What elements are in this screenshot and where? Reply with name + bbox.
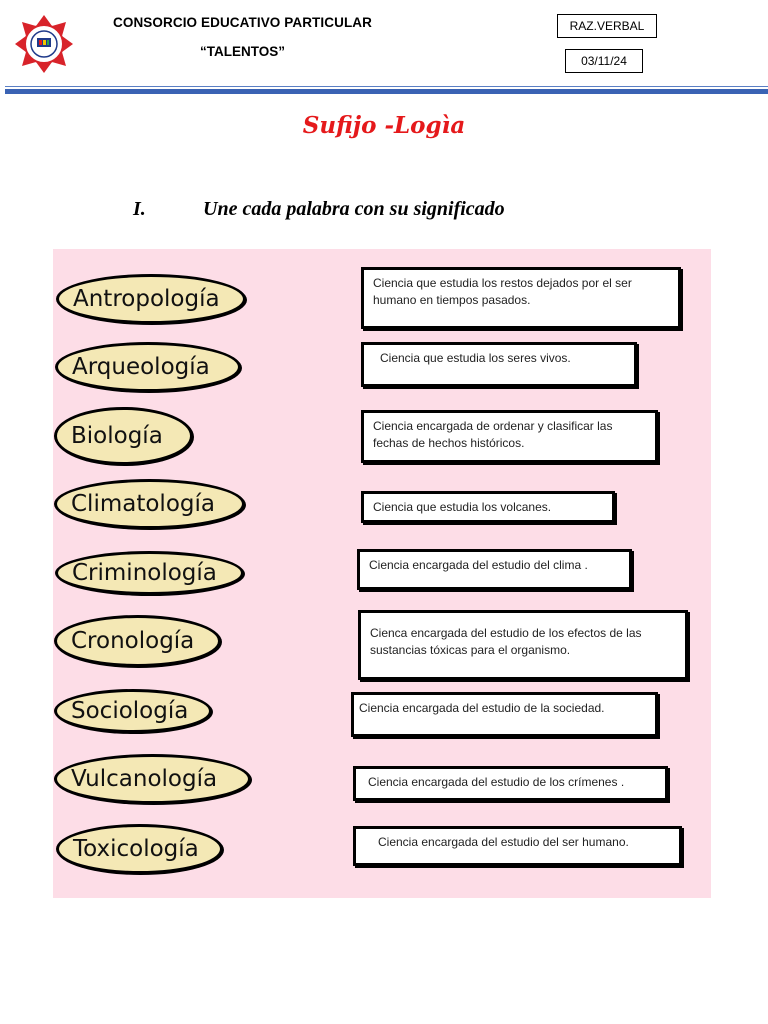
word-oval[interactable]: Sociología	[54, 689, 212, 733]
definition-box[interactable]: Ciencia que estudia los seres vivos.	[361, 342, 637, 387]
definition-box[interactable]: Ciencia que estudia los restos dejados por el ser humano en tiempos pasados.	[361, 267, 681, 329]
course-label: RAZ.VERBAL	[557, 14, 657, 38]
school-crest-icon	[14, 14, 74, 74]
section-number: I.	[133, 198, 146, 220]
header-divider	[5, 89, 768, 94]
header-divider-thin	[5, 86, 768, 87]
word-oval[interactable]: Arqueología	[55, 342, 241, 392]
word-oval[interactable]: Biología	[54, 407, 193, 465]
word-oval[interactable]: Climatología	[54, 479, 245, 529]
word-oval[interactable]: Antropología	[56, 274, 246, 324]
definition-box[interactable]: Ciencia encargada del estudio de los crímenes .	[353, 766, 668, 801]
date-label: 03/11/24	[565, 49, 643, 73]
definition-box[interactable]: Ciencia que estudia los volcanes.	[361, 491, 615, 523]
page-title: Sufijo -Logìa	[302, 112, 466, 139]
definition-box[interactable]: Ciencia encargada del estudio del ser humano.	[353, 826, 682, 866]
word-oval[interactable]: Cronología	[54, 615, 221, 667]
word-oval[interactable]: Criminología	[55, 551, 244, 595]
word-oval[interactable]: Toxicología	[56, 824, 223, 874]
word-oval[interactable]: Vulcanología	[54, 754, 251, 804]
definition-box[interactable]: Ciencia encargada del estudio de la sociedad.	[351, 692, 658, 737]
definition-box[interactable]: Cienca encargada del estudio de los efectos de las sustancias tóxicas para el organismo.	[358, 610, 688, 680]
section-instruction: Une cada palabra con su significado	[203, 198, 505, 220]
definition-box[interactable]: Ciencia encargada de ordenar y clasificar las fechas de hechos históricos.	[361, 410, 658, 463]
exercise-panel	[53, 249, 711, 898]
school-subtitle: “TALENTOS”	[199, 44, 285, 59]
school-name: CONSORCIO EDUCATIVO PARTICULAR	[113, 15, 372, 30]
definition-box[interactable]: Ciencia encargada del estudio del clima .	[357, 549, 632, 590]
